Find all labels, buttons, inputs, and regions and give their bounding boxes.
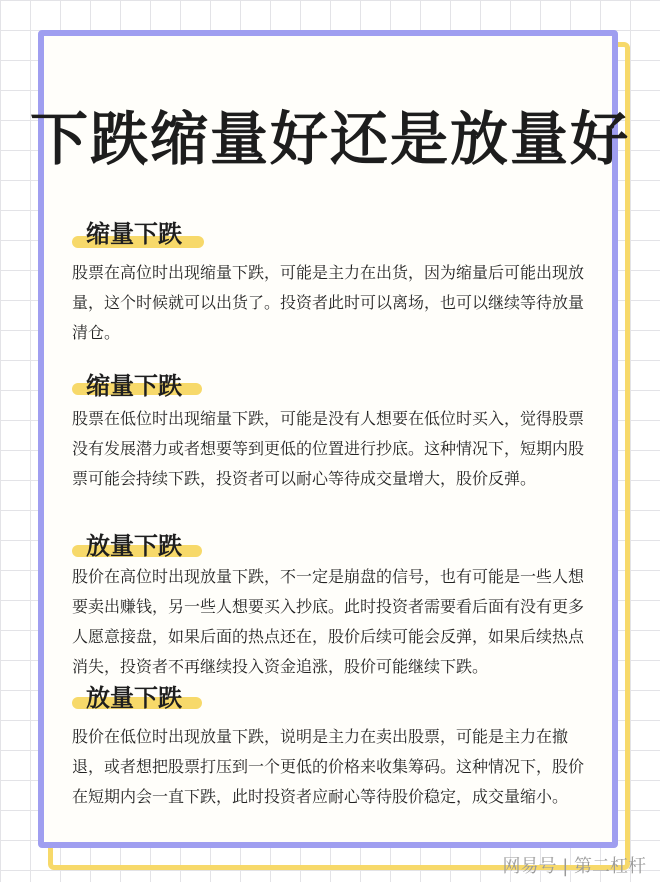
section-body: 股票在高位时出现缩量下跌，可能是主力在出货，因为缩量后可能出现放量，这个时候就可以出货了。投资者此时可以离场，也可以继续等待放量清仓。 — [72, 263, 585, 342]
section-body: 股票在低位时出现缩量下跌，可能是没有人想要在低位时买入，觉得股票没有发展潜力或者想要等到更低的位置进行抄底。这种情况下，短期内股票可能会持续下跌，投资者可以耐心等待成交量增大，股价反弹。 — [72, 409, 585, 488]
section-body: 股价在低位时出现放量下跌，说明是主力在卖出股票，可能是主力在撤退，或者想把股票打压到一个更低的价格来收集筹码。这种情况下，股价在短期内会一直下跌，此时投资者应耐心等待股价稳定，成交量缩小。 — [72, 727, 585, 806]
section-heading: 缩量下跌 — [86, 220, 182, 248]
section-body: 股价在高位时出现放量下跌，不一定是崩盘的信号，也有可能是一些人想要卖出赚钱，另一些人想要买入抄底。此时投资者需要看后面有没有更多人愿意接盘，如果后面的热点还在，股价后续可能会反弹，如果后续热点消失，投资者不再继续投入资金追涨，股价可能继续下跌。 — [72, 567, 585, 676]
source-watermark: 网易号 | 第二杠杆 — [502, 856, 646, 877]
page-title: 下跌缩量好还是放量好 — [29, 105, 630, 173]
section-heading: 放量下跌 — [86, 532, 182, 560]
section-heading: 缩量下跌 — [86, 372, 182, 400]
section-heading: 放量下跌 — [86, 684, 182, 712]
